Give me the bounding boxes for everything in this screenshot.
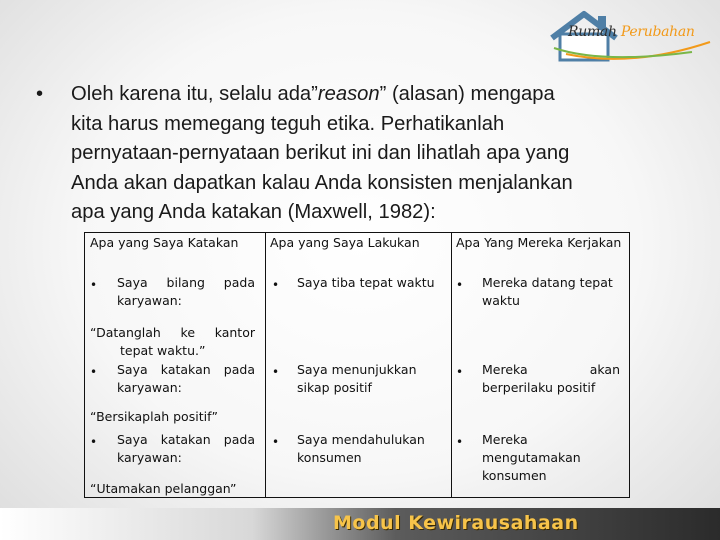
col3-row1-line2: waktu — [482, 293, 520, 308]
table-divider-2 — [451, 232, 452, 498]
col2-row2-line2: sikap positif — [297, 380, 372, 395]
bullet-marker: • — [36, 83, 44, 105]
col1-row3-line2: karyawan: — [117, 450, 182, 465]
comparison-table — [84, 232, 630, 498]
col3-row3-line3: konsumen — [482, 468, 547, 483]
col1-row1-line1: Saya bilang pada — [117, 275, 255, 290]
col2-row3-line2: konsumen — [297, 450, 362, 465]
bullet-dot: • — [456, 435, 464, 449]
table-header-do: Apa yang Saya Lakukan — [270, 235, 420, 250]
bullet-line-4: Anda akan dapatkan kalau Anda konsisten menjalankan — [71, 171, 573, 194]
col3-row3-line2: mengutamakan — [482, 450, 581, 465]
col1-quote1-line2: tepat waktu.” — [120, 343, 206, 358]
bullet-dot: • — [90, 365, 98, 379]
table-border-left — [84, 232, 85, 498]
col1-row2-line2: karyawan: — [117, 380, 182, 395]
col2-row2-line1: Saya menunjukkan — [297, 362, 417, 377]
table-header-say: Apa yang Saya Katakan — [90, 235, 239, 250]
col3-row2-line2: berperilaku positif — [482, 380, 596, 395]
bullet-dot: • — [456, 365, 464, 379]
col1-quote1-line1: “Datanglah ke kantor — [90, 325, 255, 340]
bullet-dot: • — [272, 365, 280, 379]
col1-quote3: “Utamakan pelanggan” — [90, 481, 237, 496]
bullet-dot: • — [272, 278, 280, 292]
table-border-right — [629, 232, 630, 498]
bullet-line-5: apa yang Anda katakan (Maxwell, 1982): — [71, 201, 436, 223]
col1-row3-line1: Saya katakan pada — [117, 432, 255, 447]
table-border-top — [84, 232, 630, 233]
table-header-they: Apa Yang Mereka Kerjakan — [456, 235, 622, 250]
footer-title: Modul Kewirausahaan — [333, 512, 579, 534]
col3-row3-line1: Mereka — [482, 432, 528, 447]
bullet-dot: • — [272, 435, 280, 449]
col3-row1-line1: Mereka datang tepat — [482, 275, 613, 290]
bullet-dot: • — [90, 435, 98, 449]
col2-row1: Saya tiba tepat waktu — [297, 275, 435, 290]
bullet-line-2: kita harus memegang teguh etika. Perhatikanlah — [71, 112, 505, 135]
col1-quote2: “Bersikaplah positif” — [90, 409, 218, 424]
table-divider-1 — [265, 232, 266, 498]
bullet-line-3: pernyataan-pernyataan berikut ini dan lihatlah apa yang — [71, 142, 570, 164]
bullet-line-1: Oleh karena itu, selalu ada”reason” (alasan) mengapa — [71, 83, 555, 105]
bullet-dot: • — [90, 278, 98, 292]
col2-row3-line1: Saya mendahulukan — [297, 432, 425, 447]
bullet-dot: • — [456, 278, 464, 292]
col1-row2-line1: Saya katakan pada — [117, 362, 255, 377]
col1-row1-line2: karyawan: — [117, 293, 182, 308]
col3-row2-line1: Mereka akan — [482, 362, 620, 377]
logo-text: Rumah Perubahan — [568, 24, 695, 40]
